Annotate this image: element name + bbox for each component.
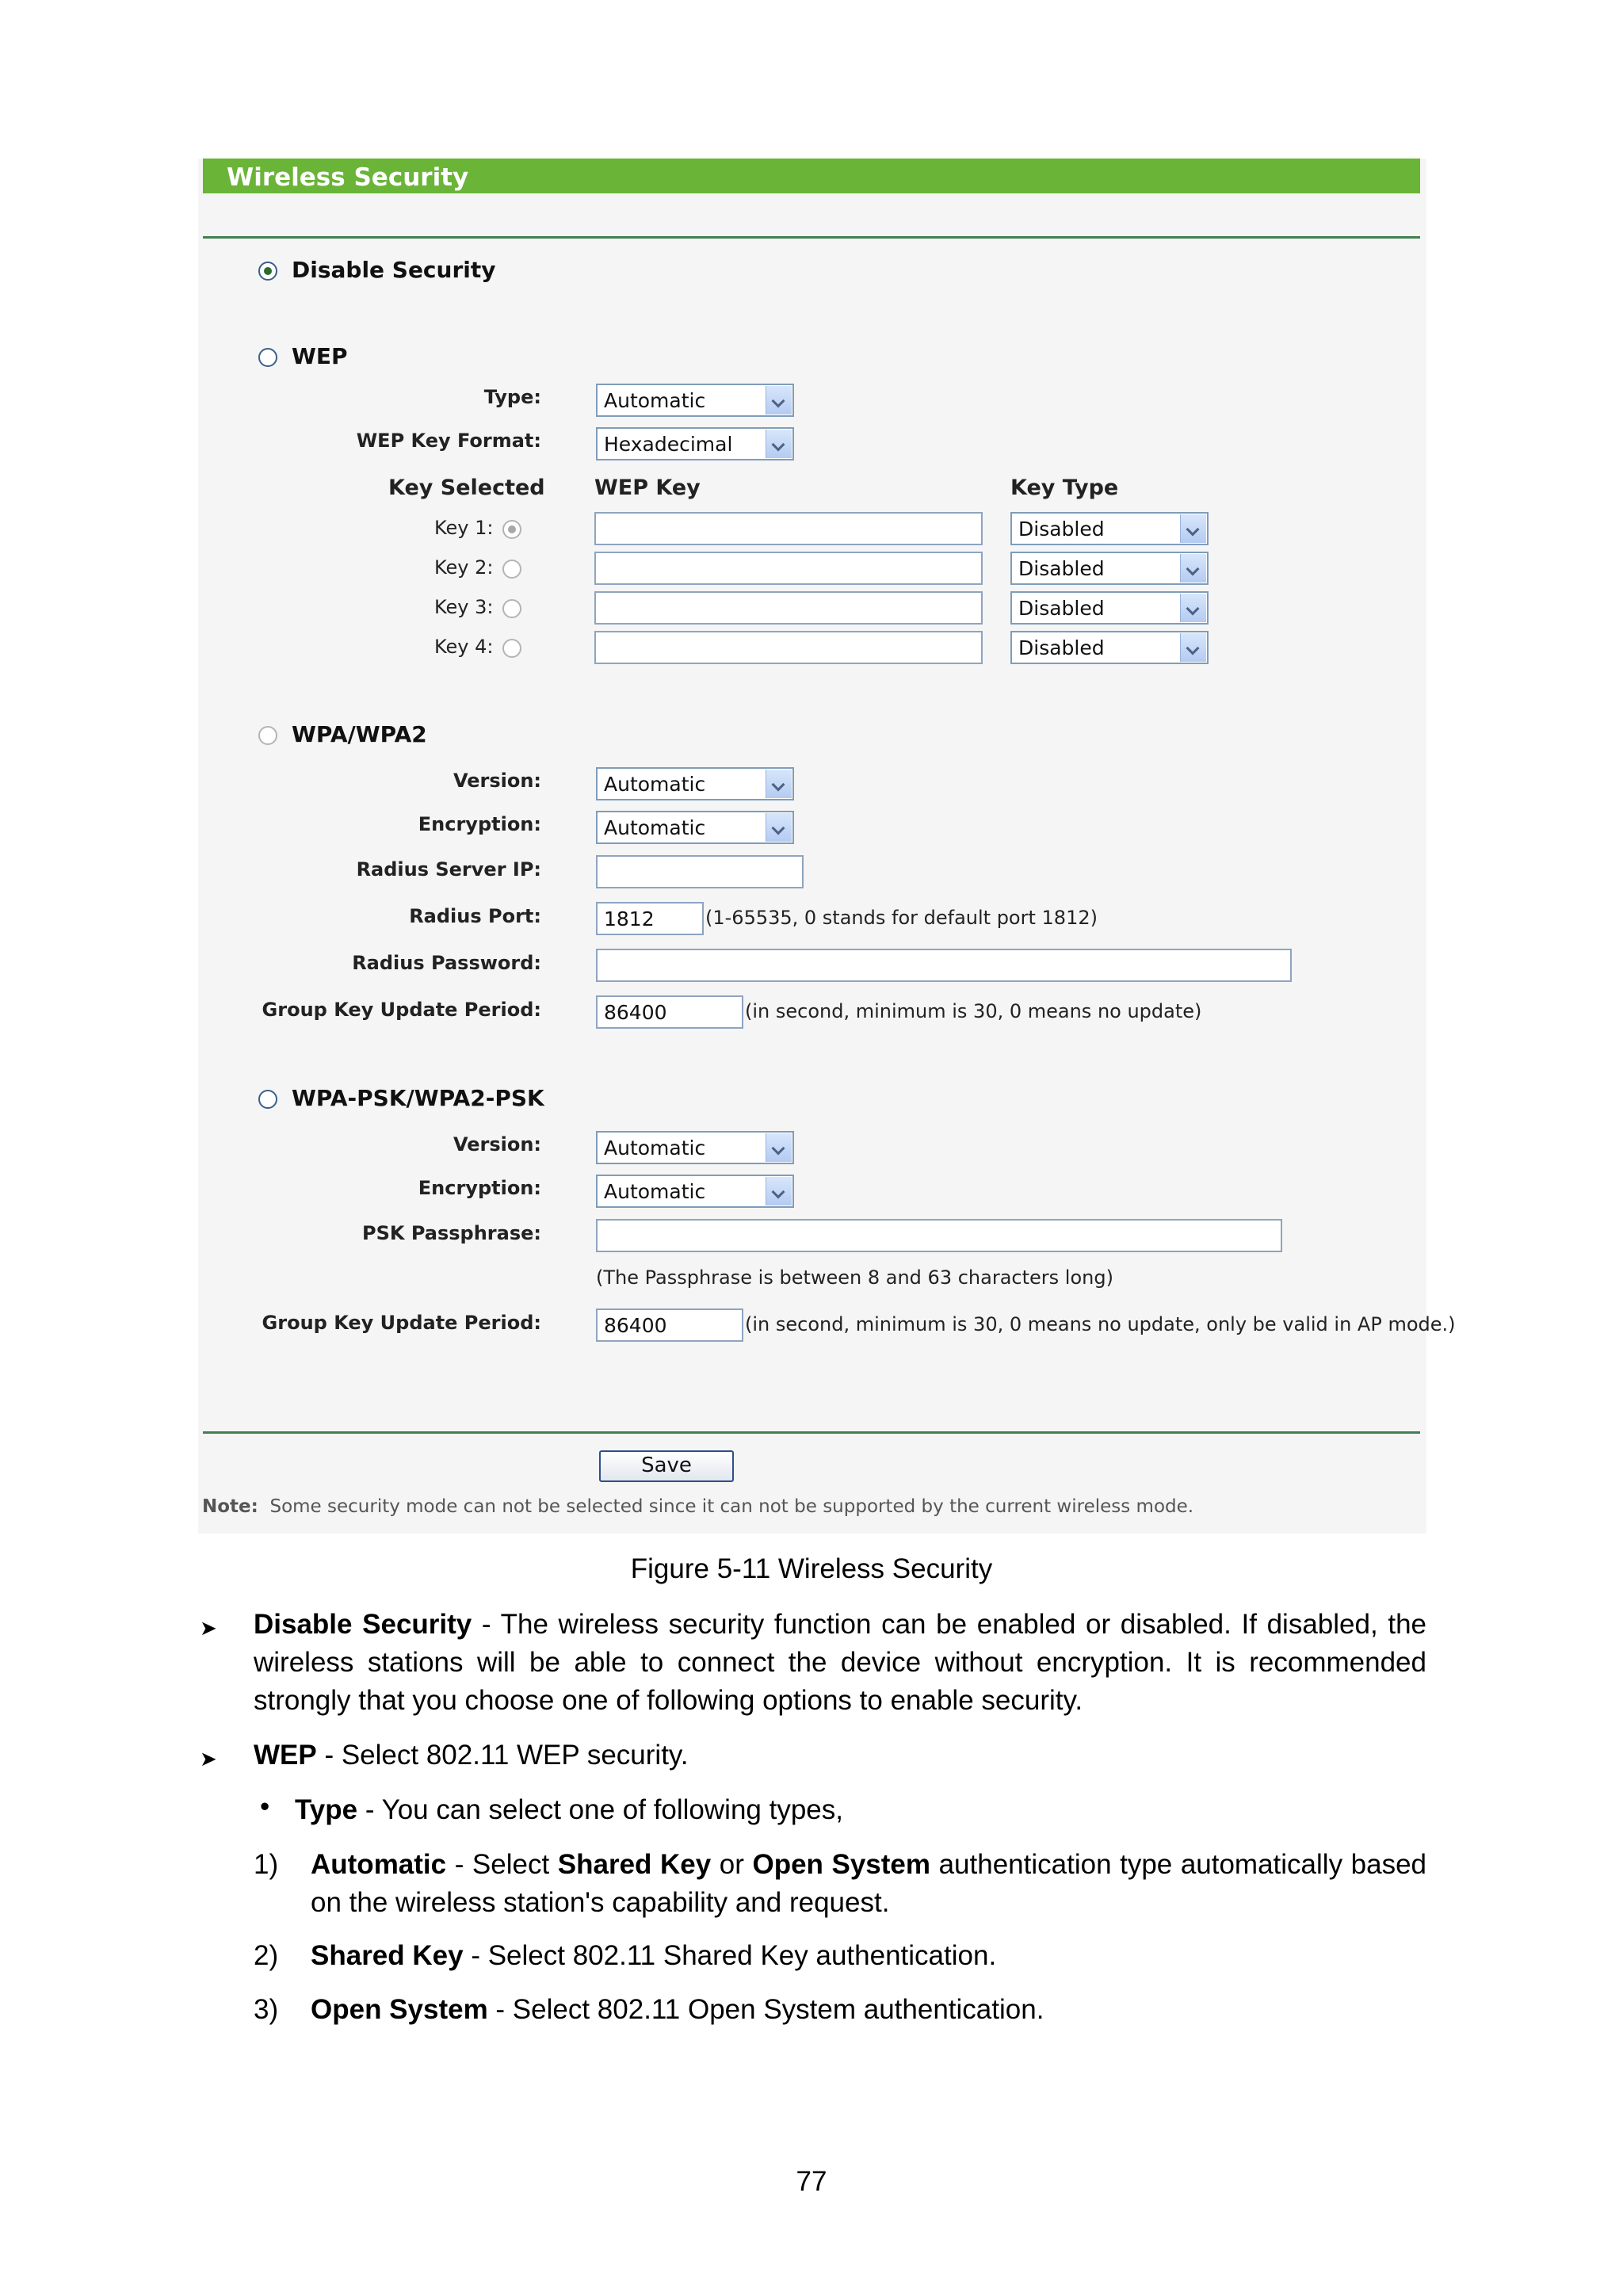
wep-type-select[interactable] — [596, 384, 794, 417]
automatic-text: authentication type automatically based on the wireless station's capability and request. — [311, 1849, 1427, 1918]
chevron-down-icon — [766, 770, 792, 798]
chevron-down-icon — [1180, 554, 1206, 583]
psk-passphrase-input[interactable] — [596, 1219, 1282, 1252]
shared-key-text: - Select 802.11 Shared Key authentication. — [463, 1940, 997, 1971]
bottom-divider — [203, 1431, 1420, 1434]
radius-ip-input[interactable] — [596, 855, 804, 888]
wpa-group-key-label: Group Key Update Period: — [262, 999, 541, 1021]
key-2-type-value: Disabled — [1018, 557, 1105, 580]
open-system-term: Open System — [311, 1994, 488, 2025]
dot-bullet-icon: • — [260, 1791, 270, 1822]
wpa-version-value: Automatic — [604, 773, 706, 796]
key-4-input[interactable] — [594, 631, 983, 664]
radius-port-value: 1812 — [604, 907, 655, 930]
list-number-1: 1) — [254, 1849, 279, 1880]
chevron-down-icon — [1180, 514, 1206, 543]
disable-security-label: Disable Security — [292, 257, 496, 283]
key-3-label: Key 3: — [434, 596, 494, 618]
key-1-input[interactable] — [594, 512, 983, 545]
key-2-radio[interactable] — [502, 560, 521, 579]
key-1-label: Key 1: — [434, 517, 494, 539]
wpa-encryption-label: Encryption: — [418, 813, 541, 835]
radius-port-hint: (1-65535, 0 stands for default port 1812) — [705, 907, 1098, 929]
automatic-or: or — [711, 1849, 753, 1880]
psk-encryption-value: Automatic — [604, 1180, 706, 1203]
key-3-type-select[interactable] — [1010, 591, 1209, 625]
wep-type-label: Type: — [483, 386, 541, 408]
radius-port-label: Radius Port: — [409, 905, 541, 927]
disable-security-paragraph — [254, 1606, 1426, 1720]
wpa-encryption-value: Automatic — [604, 816, 706, 839]
chevron-down-icon — [766, 386, 792, 415]
psk-version-select[interactable] — [596, 1131, 794, 1164]
psk-group-key-label: Group Key Update Period: — [262, 1312, 541, 1334]
psk-version-label-wrap — [198, 1133, 541, 1165]
wep-key-header: WEP Key — [594, 476, 701, 500]
wep-key-format-select[interactable] — [596, 427, 794, 460]
radius-ip-label-wrap — [198, 858, 541, 890]
radius-password-label-wrap — [198, 952, 541, 984]
key-type-header: Key Type — [1010, 476, 1119, 500]
arrow-bullet-icon: ➤ — [200, 1748, 217, 1771]
wpa-radio[interactable] — [258, 726, 277, 745]
note-label: Note: — [202, 1496, 258, 1517]
chevron-down-icon — [766, 1133, 792, 1162]
radius-password-label: Radius Password: — [352, 952, 541, 974]
wpa-group-key-label-wrap — [198, 999, 541, 1030]
key-3-radio[interactable] — [502, 599, 521, 618]
note-text: Some security mode can not be selected since it can not be supported by the current wireless mode. — [269, 1496, 1194, 1517]
key-3-type-value: Disabled — [1018, 597, 1105, 620]
key-1-type-select[interactable] — [1010, 512, 1209, 545]
open-system-paragraph — [311, 1991, 1426, 2029]
radius-ip-label: Radius Server IP: — [356, 858, 541, 881]
save-button[interactable]: Save — [599, 1450, 734, 1482]
disable-security-text: - The wireless security function can be enabled or disabled. If disabled, the wireless stations will be able to connect the device without encryption. It is recommended strongly that you choose one of following options to enable security. — [254, 1609, 1426, 1716]
psk-version-value: Automatic — [604, 1137, 706, 1159]
wpa-psk-label: WPA-PSK/WPA2-PSK — [292, 1085, 544, 1111]
page-number: 77 — [796, 2166, 827, 2197]
wep-paragraph — [254, 1736, 1426, 1775]
list-number-2: 2) — [254, 1940, 279, 1971]
wep-type-value: Automatic — [604, 389, 706, 412]
type-paragraph — [295, 1791, 1426, 1829]
wep-key-format-label: WEP Key Format: — [356, 430, 541, 452]
psk-passphrase-hint: (The Passphrase is between 8 and 63 characters long) — [596, 1266, 1113, 1289]
psk-group-key-input[interactable] — [596, 1308, 743, 1342]
wpa-version-select[interactable] — [596, 767, 794, 800]
panel-title-bar — [203, 159, 1420, 193]
chevron-down-icon — [766, 813, 792, 842]
chevron-down-icon — [766, 1177, 792, 1205]
wpa-psk-radio[interactable] — [258, 1090, 277, 1109]
wep-radio[interactable] — [258, 348, 277, 367]
open-system-inline: Open System — [752, 1849, 931, 1880]
figure-caption: Figure 5-11 Wireless Security — [630, 1553, 993, 1584]
arrow-bullet-icon: ➤ — [200, 1617, 217, 1641]
key-4-radio[interactable] — [502, 639, 521, 658]
wpa-group-key-hint: (in second, minimum is 30, 0 means no update) — [745, 1000, 1202, 1022]
chevron-down-icon — [766, 430, 792, 458]
key-1-radio[interactable] — [502, 520, 521, 539]
psk-group-key-label-wrap — [198, 1312, 541, 1343]
shared-key-paragraph — [311, 1937, 1426, 1975]
radius-password-input[interactable] — [596, 949, 1292, 982]
psk-group-key-value: 86400 — [604, 1314, 667, 1337]
shared-key-term: Shared Key — [311, 1940, 464, 1971]
wpa-version-label: Version: — [453, 770, 541, 792]
key-4-type-select[interactable] — [1010, 631, 1209, 664]
wep-text: - Select 802.11 WEP security. — [316, 1740, 689, 1771]
wpa-version-label-wrap — [198, 770, 541, 801]
psk-encryption-label: Encryption: — [418, 1177, 541, 1199]
radius-port-label-wrap — [198, 905, 541, 937]
wpa-group-key-input[interactable] — [596, 995, 743, 1029]
type-term: Type — [295, 1794, 358, 1825]
key-2-type-select[interactable] — [1010, 552, 1209, 585]
list-number-3: 3) — [254, 1994, 279, 2025]
key-2-label: Key 2: — [434, 556, 494, 579]
automatic-sep: - Select — [446, 1849, 558, 1880]
key-4-label: Key 4: — [434, 636, 494, 658]
radius-port-input[interactable] — [596, 902, 704, 935]
open-system-text: - Select 802.11 Open System authentication. — [487, 1994, 1044, 2025]
wep-label: WEP — [292, 343, 348, 369]
top-divider — [203, 236, 1420, 239]
key-selected-header: Key Selected — [388, 476, 545, 500]
key-3-input[interactable] — [594, 591, 983, 625]
wep-key-format-label-wrap — [198, 430, 541, 461]
psk-version-label: Version: — [453, 1133, 541, 1156]
psk-passphrase-label: PSK Passphrase: — [362, 1222, 541, 1244]
wpa-group-key-value: 86400 — [604, 1001, 667, 1024]
wpa-label: WPA/WPA2 — [292, 721, 427, 747]
wpa-encryption-label-wrap — [198, 813, 541, 845]
key-4-type-value: Disabled — [1018, 636, 1105, 659]
automatic-term: Automatic — [311, 1849, 447, 1880]
wireless-security-panel — [198, 159, 1456, 1534]
chevron-down-icon — [1180, 594, 1206, 622]
type-text: - You can select one of following types, — [357, 1794, 843, 1825]
key-2-input[interactable] — [594, 552, 983, 585]
psk-group-key-hint: (in second, minimum is 30, 0 means no update, only be valid in AP mode.) — [745, 1313, 1456, 1335]
panel-title: Wireless Security — [227, 163, 469, 192]
disable-security-radio[interactable] — [258, 262, 277, 281]
psk-encryption-select[interactable] — [596, 1175, 794, 1208]
automatic-paragraph — [311, 1846, 1426, 1922]
note — [202, 1496, 1193, 1517]
chevron-down-icon — [1180, 633, 1206, 662]
wep-key-format-value: Hexadecimal — [604, 433, 733, 456]
psk-passphrase-label-wrap — [198, 1222, 541, 1254]
key-1-type-value: Disabled — [1018, 518, 1105, 541]
shared-key-inline: Shared Key — [557, 1849, 712, 1880]
disable-security-term: Disable Security — [254, 1609, 472, 1640]
wpa-encryption-select[interactable] — [596, 811, 794, 844]
psk-encryption-label-wrap — [198, 1177, 541, 1209]
wep-term: WEP — [254, 1740, 317, 1771]
wep-type-label-wrap — [198, 386, 541, 418]
